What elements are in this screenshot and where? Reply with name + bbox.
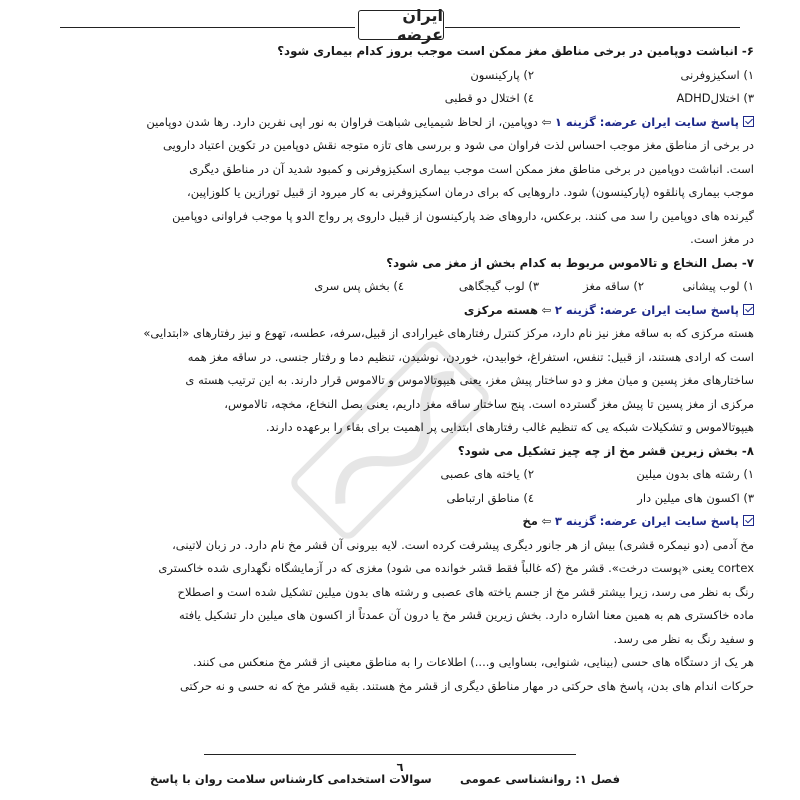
checkbox-icon — [743, 304, 754, 315]
q6-option-2: ۲) پارکینسون — [470, 67, 534, 82]
q7-answer-label: پاسخ سایت ایران عرضه: گزینه ۲ — [554, 302, 739, 317]
iran-arze-logo: ایران عرضه — [358, 10, 444, 40]
page-content — [44, 40, 754, 698]
question-7-options-row — [44, 275, 754, 299]
q6-explanation-line: است. انباشت دوپامین در برخی مناطق مغز ممکن است موجب بیماری اسکیزوفرنی و کمبود شدید آن در مناطق دیگری — [189, 161, 754, 176]
book-title: سوالات استخدامی کارشناس سلامت روان با پاسخ — [150, 772, 432, 786]
q7-explanation-line: ساختارهای مغز پسین و میان مغز و دو ساختار پیش مغز، یعنی هیپوتالاموس و تالاموس قرار دارند. به این ترتیب هسته ی — [185, 373, 754, 387]
q6-option-4: ٤) اختلال دو قطبی — [444, 91, 534, 105]
arrow-icon: ⇦ — [541, 114, 552, 129]
q8-option-2: ۲) یاخته های عصبی — [440, 467, 534, 481]
q8-answer-text: مخ — [522, 514, 538, 528]
footer-rule — [204, 754, 576, 755]
q7-explanation-line: مرکزی از مغز پسین تا پیش مغز گسترده است. پنج ساختار ساقه مغز داریم، یعنی بصل النخاع، مخچه، تالاموس، — [224, 396, 754, 411]
arrow-icon: ⇦ — [541, 514, 552, 528]
question-6-options-row1 — [44, 64, 754, 88]
q6-answer-line — [44, 111, 754, 135]
chapter-title: فصل ۱: روانشناسی عمومی — [460, 772, 620, 786]
q7-explanation-line: هیپوتالاموس و تشکیلات شبکه یی که تنظیم غالب رفتارهای ابتدایی پر اهمیت برای بقاء را برعهده دارند. — [265, 420, 754, 434]
question-8-title: ۸- بخش زیرین قشر مخ از چه چیز تشکیل می شود؟ — [457, 443, 754, 458]
question-8-options-row2 — [44, 487, 754, 511]
q7-explanation-line: است که ارادی هستند، از قبیل: تنفس، استفراغ، خوابیدن، خوردن، نوشیدن، تنظیم دما و رفتار جنسی. در ساقه مغز همه — [187, 349, 754, 364]
q8-option-4: ٤) مناطق ارتباطی — [446, 490, 534, 505]
q7-option-1: ۱) لوب پیشانی — [682, 279, 754, 293]
header-rule-left — [60, 27, 355, 28]
page-header — [0, 6, 800, 42]
checkbox-icon — [743, 116, 754, 127]
q6-option-3: ۳) اختلالADHD — [676, 91, 754, 105]
q8-answer-label: پاسخ سایت ایران عرضه: گزینه ۳ — [554, 514, 739, 528]
q7-explanation-line: هسته مرکزی که به ساقه مغز نیز نام دارد، مرکز کنترل رفتارهای غیرارادی از قبیل،سرفه، عطسه، تهوع و نیز رفتارهای «ابتدایی» — [143, 326, 754, 340]
q8-explanation-line: و سفید رنگ به نظر می رسد. — [613, 631, 754, 646]
q8-explanation-line: ماده خاکستری هم به همین معنا اشاره دارد. بخش زیرین قشر مخ یا درون آن عمدتاً از اکسون های میلین دار تشکیل یافته — [179, 608, 754, 622]
q6-explanation-line: موجب بیماری پانلقوه (پارکینسون) شود. داروهایی که برای درمان اسکیزوفرنی به کار میرود از قبیل تورازین یا کلوزاپین، — [187, 185, 754, 199]
q7-answer-line — [44, 299, 754, 323]
header-rule-right — [445, 27, 740, 28]
checkbox-icon — [743, 515, 754, 526]
q8-explanation-line: مخ آدمی (دو نیمکره قشری) بیش از هر جانور دیگری پیشرفت کرده است. لایه بیرونی آن قشر مخ نام دارد. در زبان لاتینی، — [172, 537, 754, 552]
q6-answer-label: پاسخ سایت ایران عرضه: گزینه ۱ — [554, 114, 739, 129]
question-8-options-row1 — [44, 463, 754, 487]
page-number: ٦ — [396, 760, 404, 774]
q8-explanation-line: هر یک از دستگاه های حسی (بینایی، شنوایی، بساوایی و....) اطلاعات را به مناطق معینی از قشر مخ منعکس می کنند. — [192, 655, 754, 669]
q7-option-2: ۲) ساقه مغز — [583, 279, 644, 293]
question-6-title: ۶- انباشت دوپامین در برخی مناطق مغز ممکن است موجب بروز کدام بیماری شود؟ — [277, 44, 754, 58]
q8-option-1: ۱) رشته های بدون میلین — [636, 467, 754, 481]
q7-option-3: ۳) لوب گیجگاهی — [458, 279, 539, 293]
question-7-title: ۷- بصل النخاع و تالاموس مربوط به کدام بخش از مغز می شود؟ — [386, 255, 754, 270]
q6-explanation-line: گیرنده های دوپامین را سد می کنند. برعکس، داروهای ضد پارکینسون از قبیل داروی پر رواج الدو پا موجب فراوانی دوپامین — [172, 208, 754, 223]
q8-explanation-line: cortex یعنی «پوست درخت». قشر مخ (که غالباً فقط قشر خوانده می شود) مغزی که در آزمایشگاه نگهداری شده خاکستری — [158, 561, 754, 575]
q7-option-4: ٤) بخش پس سری — [314, 279, 404, 293]
q8-explanation-line: رنگ به نظر می رسد، زیرا بیشتر قشر مخ از جسم یاخته های عصبی و رشته های بدون میلین تشکیل شده است و اصطلاح — [177, 584, 754, 599]
q6-option-1: ۱) اسکیزوفرنی — [680, 67, 754, 82]
q8-explanation-line: حرکات اندام های بدن، پاسخ های حرکتی در مهار مناطق دیگری از قشر مخ هستند. بقیه قشر مخ که نه حسی و نه حرکتی — [179, 678, 754, 693]
q8-answer-line — [44, 510, 754, 534]
page-footer — [0, 760, 800, 790]
arrow-icon: ⇦ — [541, 302, 552, 317]
q8-option-3: ۳) اکسون های میلین دار — [637, 490, 754, 505]
question-6-options-row2 — [44, 87, 754, 111]
q6-explanation-line: در مغز است. — [690, 232, 754, 246]
q6-answer-text: دوپامین، از لحاظ شیمیایی شباهت فراوان به نور اپی نفرین دارد. رها شدن دوپامین — [146, 114, 538, 129]
q6-explanation-line: در برخی از مناطق مغز موجب احساس لذت فراوان می شود و بررسی های تازه متوجه نقش دوپامین در تکوین اعتیاد دارویی — [163, 138, 754, 152]
q7-answer-text: هسته مرکزی — [463, 302, 538, 317]
